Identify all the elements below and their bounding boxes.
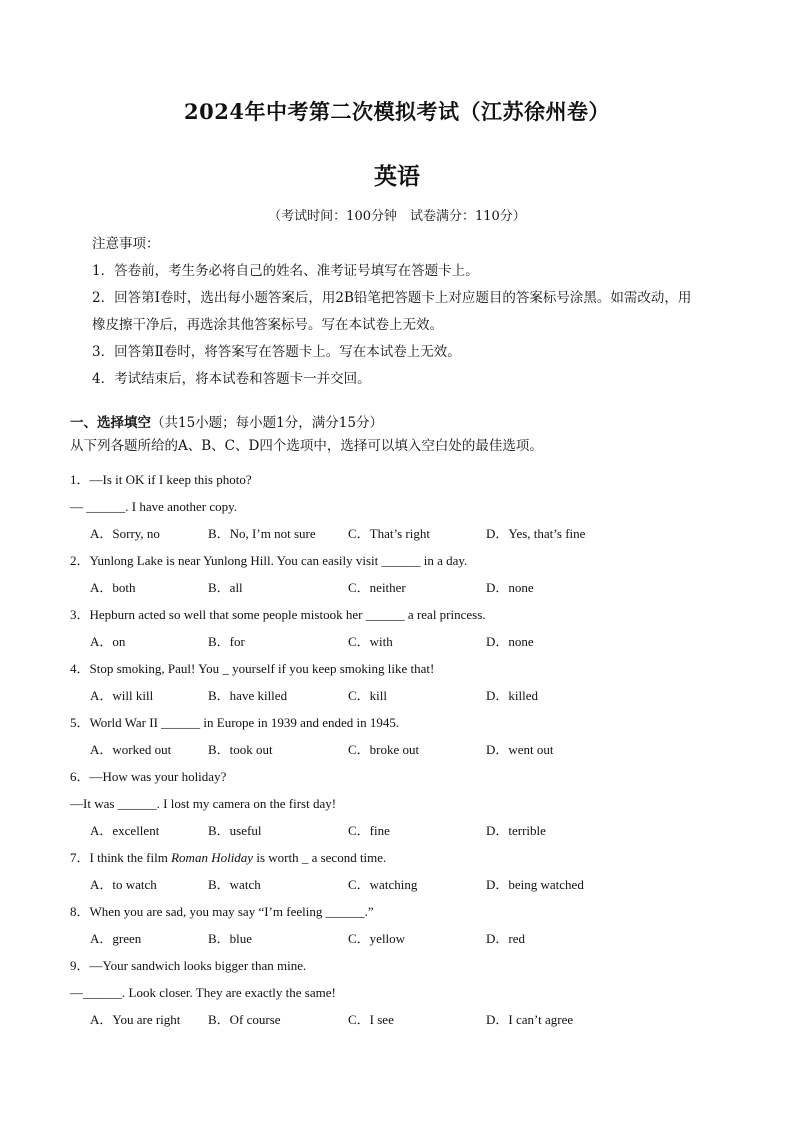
option-b[interactable]: B．useful (208, 823, 262, 838)
stem-pre: 7．I think the film (70, 850, 172, 865)
option-d[interactable]: D．none (486, 634, 534, 649)
exam-info: （考试时间：100分钟 试卷满分：110分） (268, 209, 526, 224)
option-a[interactable]: A．on (90, 634, 126, 649)
subject-title: 英语 (374, 163, 420, 190)
section-instruction: 从下列各题所给的A、B、C、D四个选项中，选择可以填入空白处的最佳选项。 (70, 438, 543, 454)
question-options (70, 736, 750, 763)
question-response: —______. Look closer. They are exactly the same! (70, 985, 336, 1000)
question-5 (70, 709, 750, 763)
option-b[interactable]: B．for (208, 634, 245, 649)
section-title: 一、选择填空 (70, 415, 151, 431)
option-b[interactable]: B．took out (208, 742, 273, 757)
question-9 (70, 952, 750, 1033)
notes-heading: 注意事项： (92, 236, 160, 252)
question-1 (70, 466, 750, 547)
question-options (70, 682, 750, 709)
question-stem: 6．—How was your holiday? (70, 769, 227, 784)
option-d[interactable]: D．none (486, 580, 534, 595)
section-points: （共15小题；每小题1分，满分15分） (151, 415, 383, 431)
option-c[interactable]: C．That’s right (348, 526, 430, 541)
option-c[interactable]: C．I see (348, 1012, 394, 1027)
section-title-line (70, 412, 730, 435)
question-options (70, 817, 750, 844)
question-options (70, 628, 750, 655)
option-a[interactable]: A．excellent (90, 823, 160, 838)
option-d[interactable]: D．went out (486, 742, 554, 757)
question-response: — ______. I have another copy. (70, 499, 238, 514)
stem-post: is worth _ a second time. (253, 850, 387, 865)
option-d[interactable]: D．terrible (486, 823, 546, 838)
note-item: 2．回答第Ⅰ卷时，选出每小题答案后，用2B铅笔把答题卡上对应题目的答案标号涂黑。如需改动，用 (92, 290, 692, 306)
option-a[interactable]: A．Sorry, no (90, 526, 160, 541)
question-options (70, 520, 750, 547)
question-stem: 2．Yunlong Lake is near Yunlong Hill. You can easily visit ______ in a day. (70, 553, 468, 568)
option-c[interactable]: C．broke out (348, 742, 420, 757)
option-b[interactable]: B．Of course (208, 1012, 281, 1027)
option-a[interactable]: A．green (90, 931, 142, 946)
film-title: Roman Holiday (171, 850, 254, 865)
question-stem: 5．World War II ______ in Europe in 1939 and ended in 1945. (70, 715, 400, 730)
question-3 (70, 601, 750, 655)
note-item: 3．回答第Ⅱ卷时，将答案写在答题卡上。写在本试卷上无效。 (92, 344, 461, 360)
question-stem (70, 844, 750, 871)
page-title: 2024年中考第二次模拟考试（江苏徐州卷） (184, 99, 610, 124)
option-c[interactable]: C．watching (348, 877, 418, 892)
option-d[interactable]: D．killed (486, 688, 538, 703)
option-c[interactable]: C．kill (348, 688, 388, 703)
option-a[interactable]: A．to watch (90, 877, 157, 892)
option-c[interactable]: C．yellow (348, 931, 406, 946)
question-options (70, 1006, 750, 1033)
option-b[interactable]: B．blue (208, 931, 253, 946)
option-a[interactable]: A．will kill (90, 688, 154, 703)
option-a[interactable]: A．You are right (90, 1012, 181, 1027)
question-stem: 8．When you are sad, you may say “I’m feeling ______.” (70, 904, 374, 919)
question-response: —It was ______. I lost my camera on the first day! (70, 796, 337, 811)
note-item: 4．考试结束后，将本试卷和答题卡一并交回。 (92, 371, 371, 387)
option-a[interactable]: A．worked out (90, 742, 172, 757)
question-8 (70, 898, 750, 952)
question-stem: 4．Stop smoking, Paul! You _ yourself if you keep smoking like that! (70, 661, 435, 676)
question-options (70, 871, 750, 898)
question-7 (70, 844, 750, 898)
option-c[interactable]: C．neither (348, 580, 406, 595)
note-item: 1．答卷前，考生务必将自己的姓名、准考证号填写在答题卡上。 (92, 263, 479, 279)
note-item: 橡皮擦干净后，再选涂其他答案标号。写在本试卷上无效。 (92, 317, 443, 333)
option-d[interactable]: D．being watched (486, 877, 584, 892)
question-stem: 3．Hepburn acted so well that some people mistook her ______ a real princess. (70, 607, 486, 622)
option-d[interactable]: D．red (486, 931, 525, 946)
question-options (70, 925, 750, 952)
option-a[interactable]: A．both (90, 580, 136, 595)
option-b[interactable]: B．No, I’m not sure (208, 526, 316, 541)
question-stem: 1．—Is it OK if I keep this photo? (70, 472, 252, 487)
notes-block (92, 231, 732, 393)
option-b[interactable]: B．all (208, 580, 243, 595)
section-header (70, 412, 730, 458)
option-d[interactable]: D．I can’t agree (486, 1012, 574, 1027)
question-list (70, 466, 750, 1033)
option-b[interactable]: B．have killed (208, 688, 288, 703)
question-2 (70, 547, 750, 601)
question-options (70, 574, 750, 601)
option-c[interactable]: C．fine (348, 823, 390, 838)
question-stem: 9．—Your sandwich looks bigger than mine. (70, 958, 307, 973)
option-d[interactable]: D．Yes, that’s fine (486, 526, 586, 541)
question-4 (70, 655, 750, 709)
option-c[interactable]: C．with (348, 634, 393, 649)
question-6 (70, 763, 750, 844)
option-b[interactable]: B．watch (208, 877, 261, 892)
